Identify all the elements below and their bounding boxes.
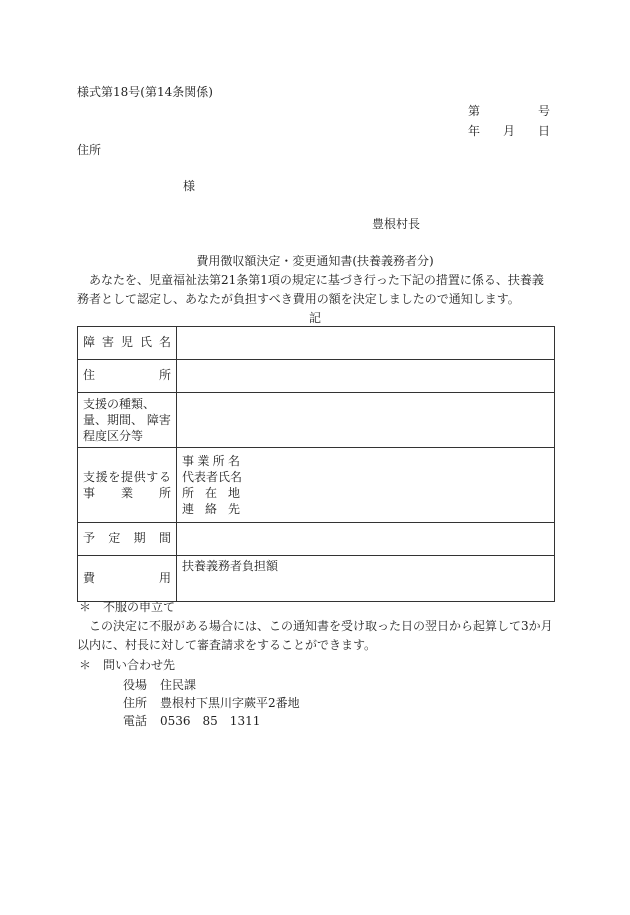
- date-month: 月: [503, 124, 516, 138]
- provider-details: [177, 448, 555, 523]
- provider-location-label: 所 在 地: [182, 486, 240, 500]
- notice-body-text: あなたを、児童福祉法第21条第1項の規定に基づき行った下記の措置に係る、扶養義務者として認定し、あなたが負担すべき費用の額を決定しましたので通知します。: [77, 273, 544, 306]
- date-day: 日: [538, 124, 551, 138]
- table-row: [78, 556, 555, 602]
- table-row: [78, 448, 555, 523]
- document-title: 費用徴収額決定・変更通知書(扶養義務者分): [196, 254, 434, 268]
- appeal-heading: ＊ 不服の申立て: [79, 600, 176, 614]
- contact-office-label: 役場: [123, 678, 148, 692]
- support-type-value: [177, 393, 555, 448]
- table-row: [78, 393, 555, 448]
- provider-office-name-label: 事 業 所 名: [182, 454, 240, 468]
- address-value: [177, 360, 555, 393]
- appeal-text: この決定に不服がある場合には、この通知書を受け取った日の翌日から起算して3か月以内に、村長に対して審査請求をすることができます。: [77, 619, 553, 652]
- contact-phone-value: 0536 85 1311: [160, 714, 261, 728]
- ki-marker: 記: [308, 311, 321, 325]
- disabled-child-name-label: 障 害 児 氏 名: [78, 327, 177, 360]
- recipient-address-label: 住所: [77, 143, 102, 157]
- table-row: [78, 327, 555, 360]
- planned-period-value: [177, 523, 555, 556]
- document-number-suffix: 号: [538, 104, 551, 118]
- cost-value: [177, 556, 555, 602]
- date-year: 年: [468, 124, 481, 138]
- table-row: [78, 360, 555, 393]
- guardian-burden-label: 扶養義務者負担額: [182, 559, 279, 573]
- provider-representative-label: 代表者氏名: [182, 470, 243, 484]
- table-row: [78, 523, 555, 556]
- planned-period-label: 予 定 期 間: [78, 523, 177, 556]
- cost-label: 費 用: [78, 556, 177, 602]
- form-number: 様式第18号(第14条関係): [77, 85, 213, 99]
- issuer-name: 豊根村長: [372, 217, 421, 231]
- contact-address-label: 住所: [123, 696, 148, 710]
- provider-label: 支 援 を 提 供 す る 事 業 所: [78, 448, 177, 523]
- contact-address-value: 豊根村下黒川字蕨平2番地: [160, 696, 300, 710]
- recipient-honorific: 様: [183, 179, 196, 193]
- contact-heading: ＊ 問い合わせ先: [79, 658, 176, 672]
- document-number-prefix: 第: [468, 104, 481, 118]
- contact-phone-label: 電話: [123, 714, 148, 728]
- disabled-child-name-value: [177, 327, 555, 360]
- support-type-label: 支援の種類、量、期間、 障害程度区分等: [78, 393, 177, 448]
- provider-contact-label: 連 絡 先: [182, 502, 240, 516]
- address-label: 住 所: [78, 360, 177, 393]
- contact-office-value: 住民課: [160, 678, 197, 692]
- notice-details-table: [77, 326, 555, 602]
